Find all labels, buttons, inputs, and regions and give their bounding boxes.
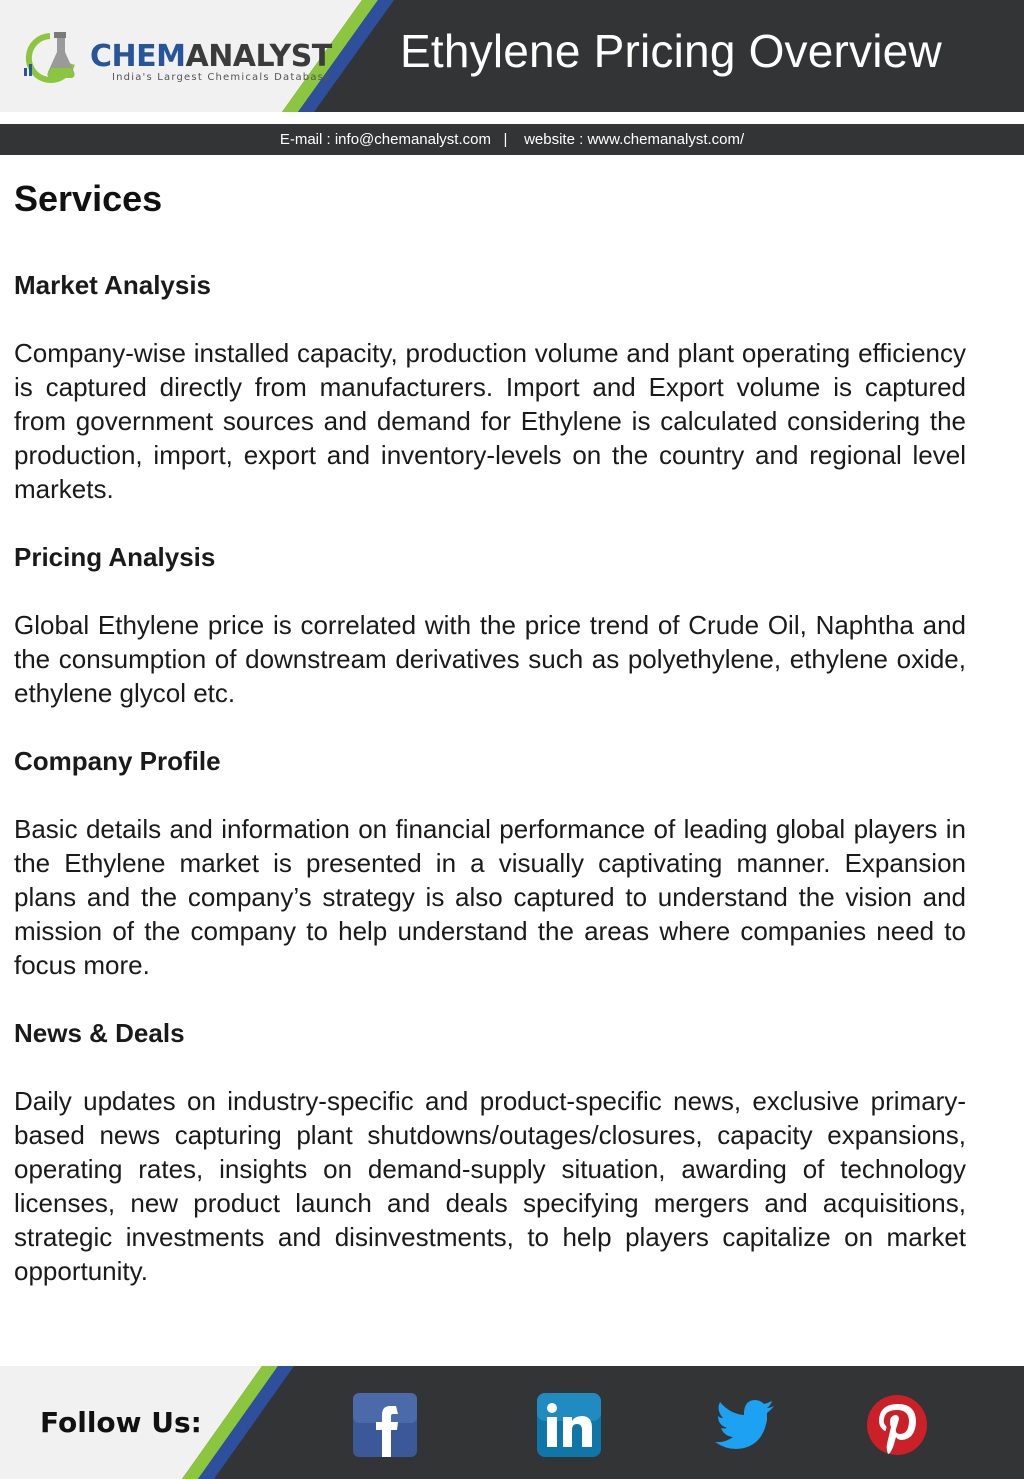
section-heading-pricing-analysis: Pricing Analysis <box>14 542 216 572</box>
flask-icon <box>20 28 90 88</box>
services-title: Services <box>14 178 163 219</box>
website-link[interactable]: website : www.chemanalyst.com/ <box>524 131 745 148</box>
contact-bar <box>0 124 1024 155</box>
section-heading-news-deals: News & Deals <box>14 1018 185 1048</box>
section-body-pricing-analysis: Global Ethylene price is correlated with the price trend of Crude Oil, Naphtha and the consumption of downstream derivatives such as polyethylene, ethylene oxide, ethylene glycol etc. <box>14 610 966 708</box>
page-title: Ethylene Pricing Overview <box>400 25 942 77</box>
logo-word-analyst: ANALYST <box>185 39 332 74</box>
section-body-market-analysis: Company-wise installed capacity, production volume and plant operating efficiency is captured directly from manufacturers. Import and Export volume is captured from government sources and demand for Ethylene is calculated considering the production, import, export and inventory-levels on the country and regional level markets. <box>14 338 966 504</box>
linkedin-icon[interactable] <box>536 1392 602 1458</box>
contact-separator: | <box>503 131 508 148</box>
section-heading-market-analysis: Market Analysis <box>14 270 212 300</box>
chemanalyst-logo[interactable] <box>20 28 332 88</box>
email-link[interactable]: E-mail : info@chemanalyst.com <box>279 131 491 148</box>
section-body-news-deals: Daily updates on industry-specific and product-specific news, exclusive primary-based news capturing plant shutdowns/outages/closures, capacity expansions, operating rates, insights on demand-supply situation, awarding of technology licenses, new product launch and deals specifying mergers and acquisitions, strategic investments and disinvestments, to help players capitalize on market opportunity. <box>14 1086 966 1286</box>
pinterest-icon[interactable] <box>864 1392 930 1458</box>
twitter-icon[interactable] <box>712 1392 778 1458</box>
logo-tagline: India's Largest Chemicals Database <box>112 72 332 83</box>
logo-word-chem: CHEM <box>90 39 186 74</box>
facebook-icon[interactable] <box>352 1392 418 1458</box>
section-body-company-profile: Basic details and information on financial performance of leading global players in the Ethylene market is presented in a visually captivating manner. Expansion plans and the company’s strategy is also captured to understand the vision and mission of the company to help understand the areas where companies need to focus more. <box>14 814 966 980</box>
main-content <box>14 172 966 1288</box>
follow-us-label: Follow Us: <box>40 1406 202 1439</box>
footer-banner <box>0 1366 1024 1479</box>
section-heading-company-profile: Company Profile <box>14 746 221 776</box>
logo-wordmark <box>90 39 332 74</box>
header-banner <box>0 0 1024 112</box>
